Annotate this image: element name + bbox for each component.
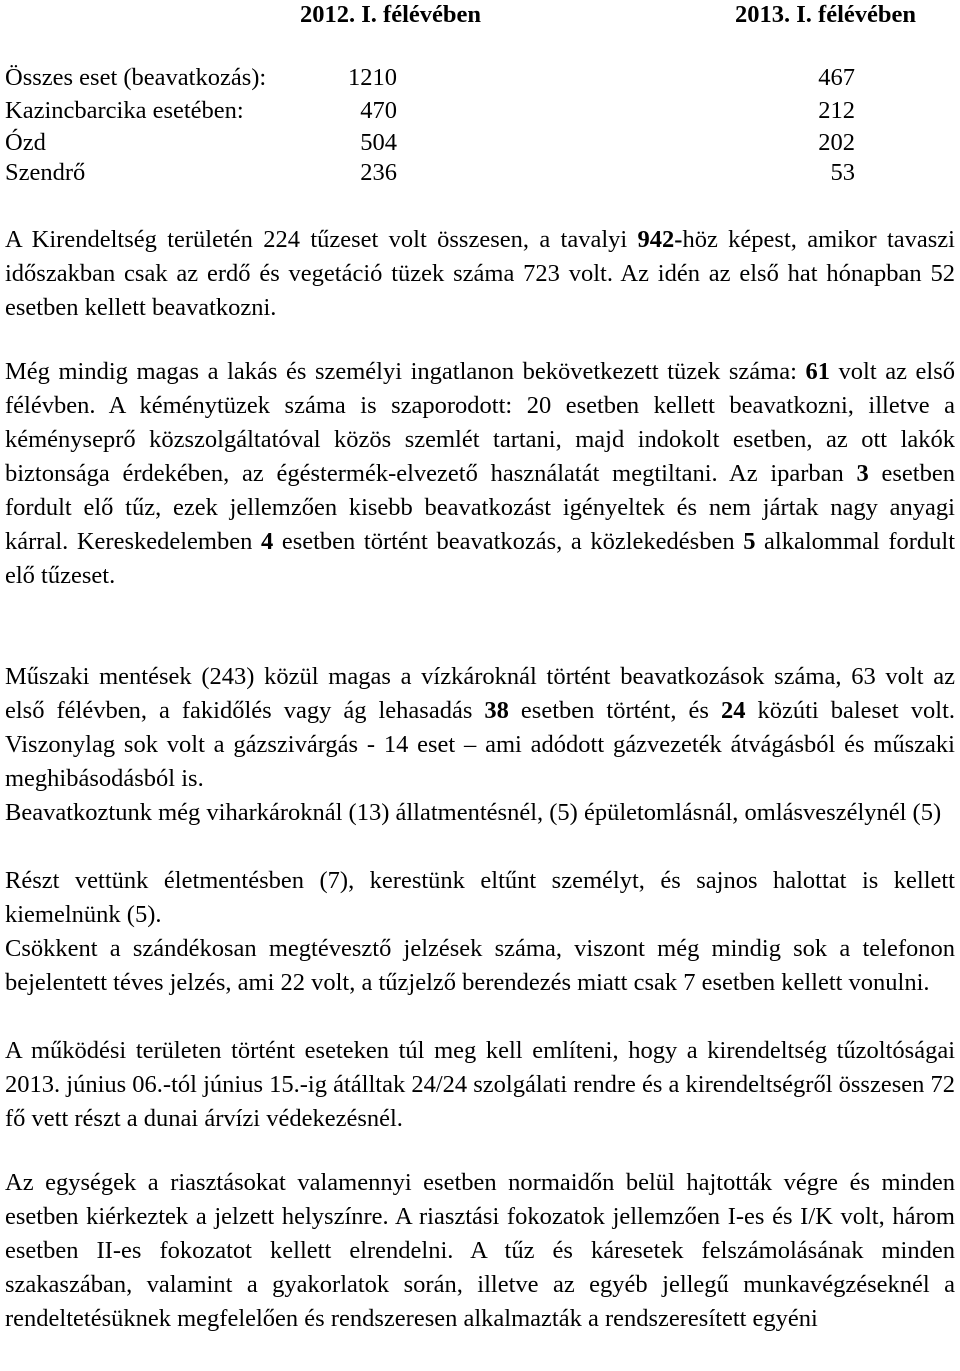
text-run: Még mindig magas a lakás és személyi ingatlanon bekövetkezett tüzek száma: (5, 358, 806, 385)
stats-value-2012: 504 (360, 129, 397, 156)
text-run-bold: 61 (805, 358, 830, 385)
paragraph-technical-rescues (5, 660, 955, 796)
stats-label: Szendrő (5, 159, 86, 186)
text-run: volt az első félévben. A kéménytüzek száma is szaporodott: 20 esetben kellett beavatkozni, illetve a kéményseprő közszolgáltatóval közös szemlét tartani, majd indokolt esetben, az ott lakók biztonsága érdekében, az égéstermék-elvezető használatát megtiltani. (5, 358, 955, 487)
text-run-bold: 942- (637, 226, 683, 253)
text-run: közúti baleset volt. Viszonylag sok volt a gázszivárgás - 14 eset – ami adódott gázvezeték átvágásból és műszaki meghibásodásból is. (5, 697, 956, 792)
stats-row-kazincbarcika (5, 94, 855, 127)
text-run: A Kirendeltség területén 224 tűzeset volt összesen, a tavalyi (5, 226, 638, 253)
stats-value-2013: 467 (818, 64, 855, 91)
paragraph-fires-summary (5, 223, 955, 325)
text-run: alkalommal fordult elő tűzeset. (5, 528, 956, 589)
paragraph-response-times: Az egységek a riasztásokat valamennyi esetben normaidőn belül hajtották végre és minden esetben kiérkeztek a jelzett helyszínre. A riasztási fokozatok jellemzően I-es és I/K volt, három esetben II-es fokozatot kellett elrendelni. A tűz és káresetek felszámolásának minden szakaszában, valamint a gyakorlatok során, illetve az egyéb jellegű munkavégzéseknél a rendeltetésüknek megfelelően és rendszeresen alkalmazták a rendszeresített egyéni (5, 1169, 955, 1332)
text-run: Az iparban (717, 460, 857, 487)
text-run-bold: 38 (484, 697, 509, 724)
column-header-2013: 2013. I. félévében (735, 1, 916, 28)
stats-row-ozd (5, 126, 855, 159)
paragraph-other-interventions: Beavatkoztunk még viharkároknál (13) állatmentésnél, (5) épületomlásnál, omlásveszélynél (5) (5, 799, 942, 826)
text-run: höz képest, amikor tavaszi időszakban csak az erdő és vegetáció tüzek száma 723 volt. Az idén az első hat hónapban 52 esetben kellett beavatkozni. (5, 226, 955, 321)
text-run: esetben fordult elő tűz, ezek jellemzően kisebb beavatkozást igényeltek és nem jártak nagy anyagi kárral. Kereskedelemben (5, 460, 955, 555)
column-header-2012: 2012. I. félévében (300, 1, 481, 28)
stats-value-2013: 202 (818, 129, 855, 156)
text-run: esetben történt beavatkozás, a közlekedésben (273, 528, 744, 555)
text-run-bold: 3 (856, 460, 869, 487)
paragraph-false-alarms: Csökkent a szándékosan megtévesztő jelzések száma, viszont még mindig sok a telefonon bejelentett téves jelzés, ami 22 volt, a tűzjelző berendezés miatt csak 7 esetben kellett vonulni. (5, 935, 955, 996)
stats-label: Összes eset (beavatkozás): (5, 64, 267, 91)
text-run-bold: 4 (260, 528, 274, 555)
stats-label: Ózd (5, 129, 46, 156)
stats-row-szendro (5, 156, 855, 189)
paragraph-life-saving: Részt vettünk életmentésben (7), kerestünk eltűnt személyt, és sajnos halottat is kellett kiemelnünk (5). (5, 867, 955, 928)
text-run-bold: 24 (720, 697, 746, 724)
stats-value-2012: 470 (360, 97, 397, 124)
stats-label: Kazincbarcika esetében: (5, 97, 244, 124)
text-run-bold: 5 (743, 528, 756, 555)
stats-value-2013: 53 (830, 159, 855, 186)
paragraph-residential-fires (5, 355, 955, 593)
text-run: esetben történt, és (508, 697, 721, 724)
stats-value-2012: 236 (360, 159, 397, 186)
paragraph-flood-defense: A működési területen történt eseteken túl meg kell említeni, hogy a kirendeltség tűzoltóságai 2013. június 06.-tól június 15.-ig átálltak 24/24 szolgálati rendre és a kirendeltségről összesen 72 fő vett részt a dunai árvízi védekezésnél. (5, 1037, 955, 1132)
text-run: Műszaki mentések (243) közül magas a vízkároknál történt beavatkozások száma, 63 volt az első félévben, a fakidőlés vagy ág lehasadás (5, 663, 955, 724)
stats-row-total (5, 61, 855, 94)
stats-value-2013: 212 (818, 97, 855, 124)
stats-value-2012: 1210 (348, 64, 397, 91)
